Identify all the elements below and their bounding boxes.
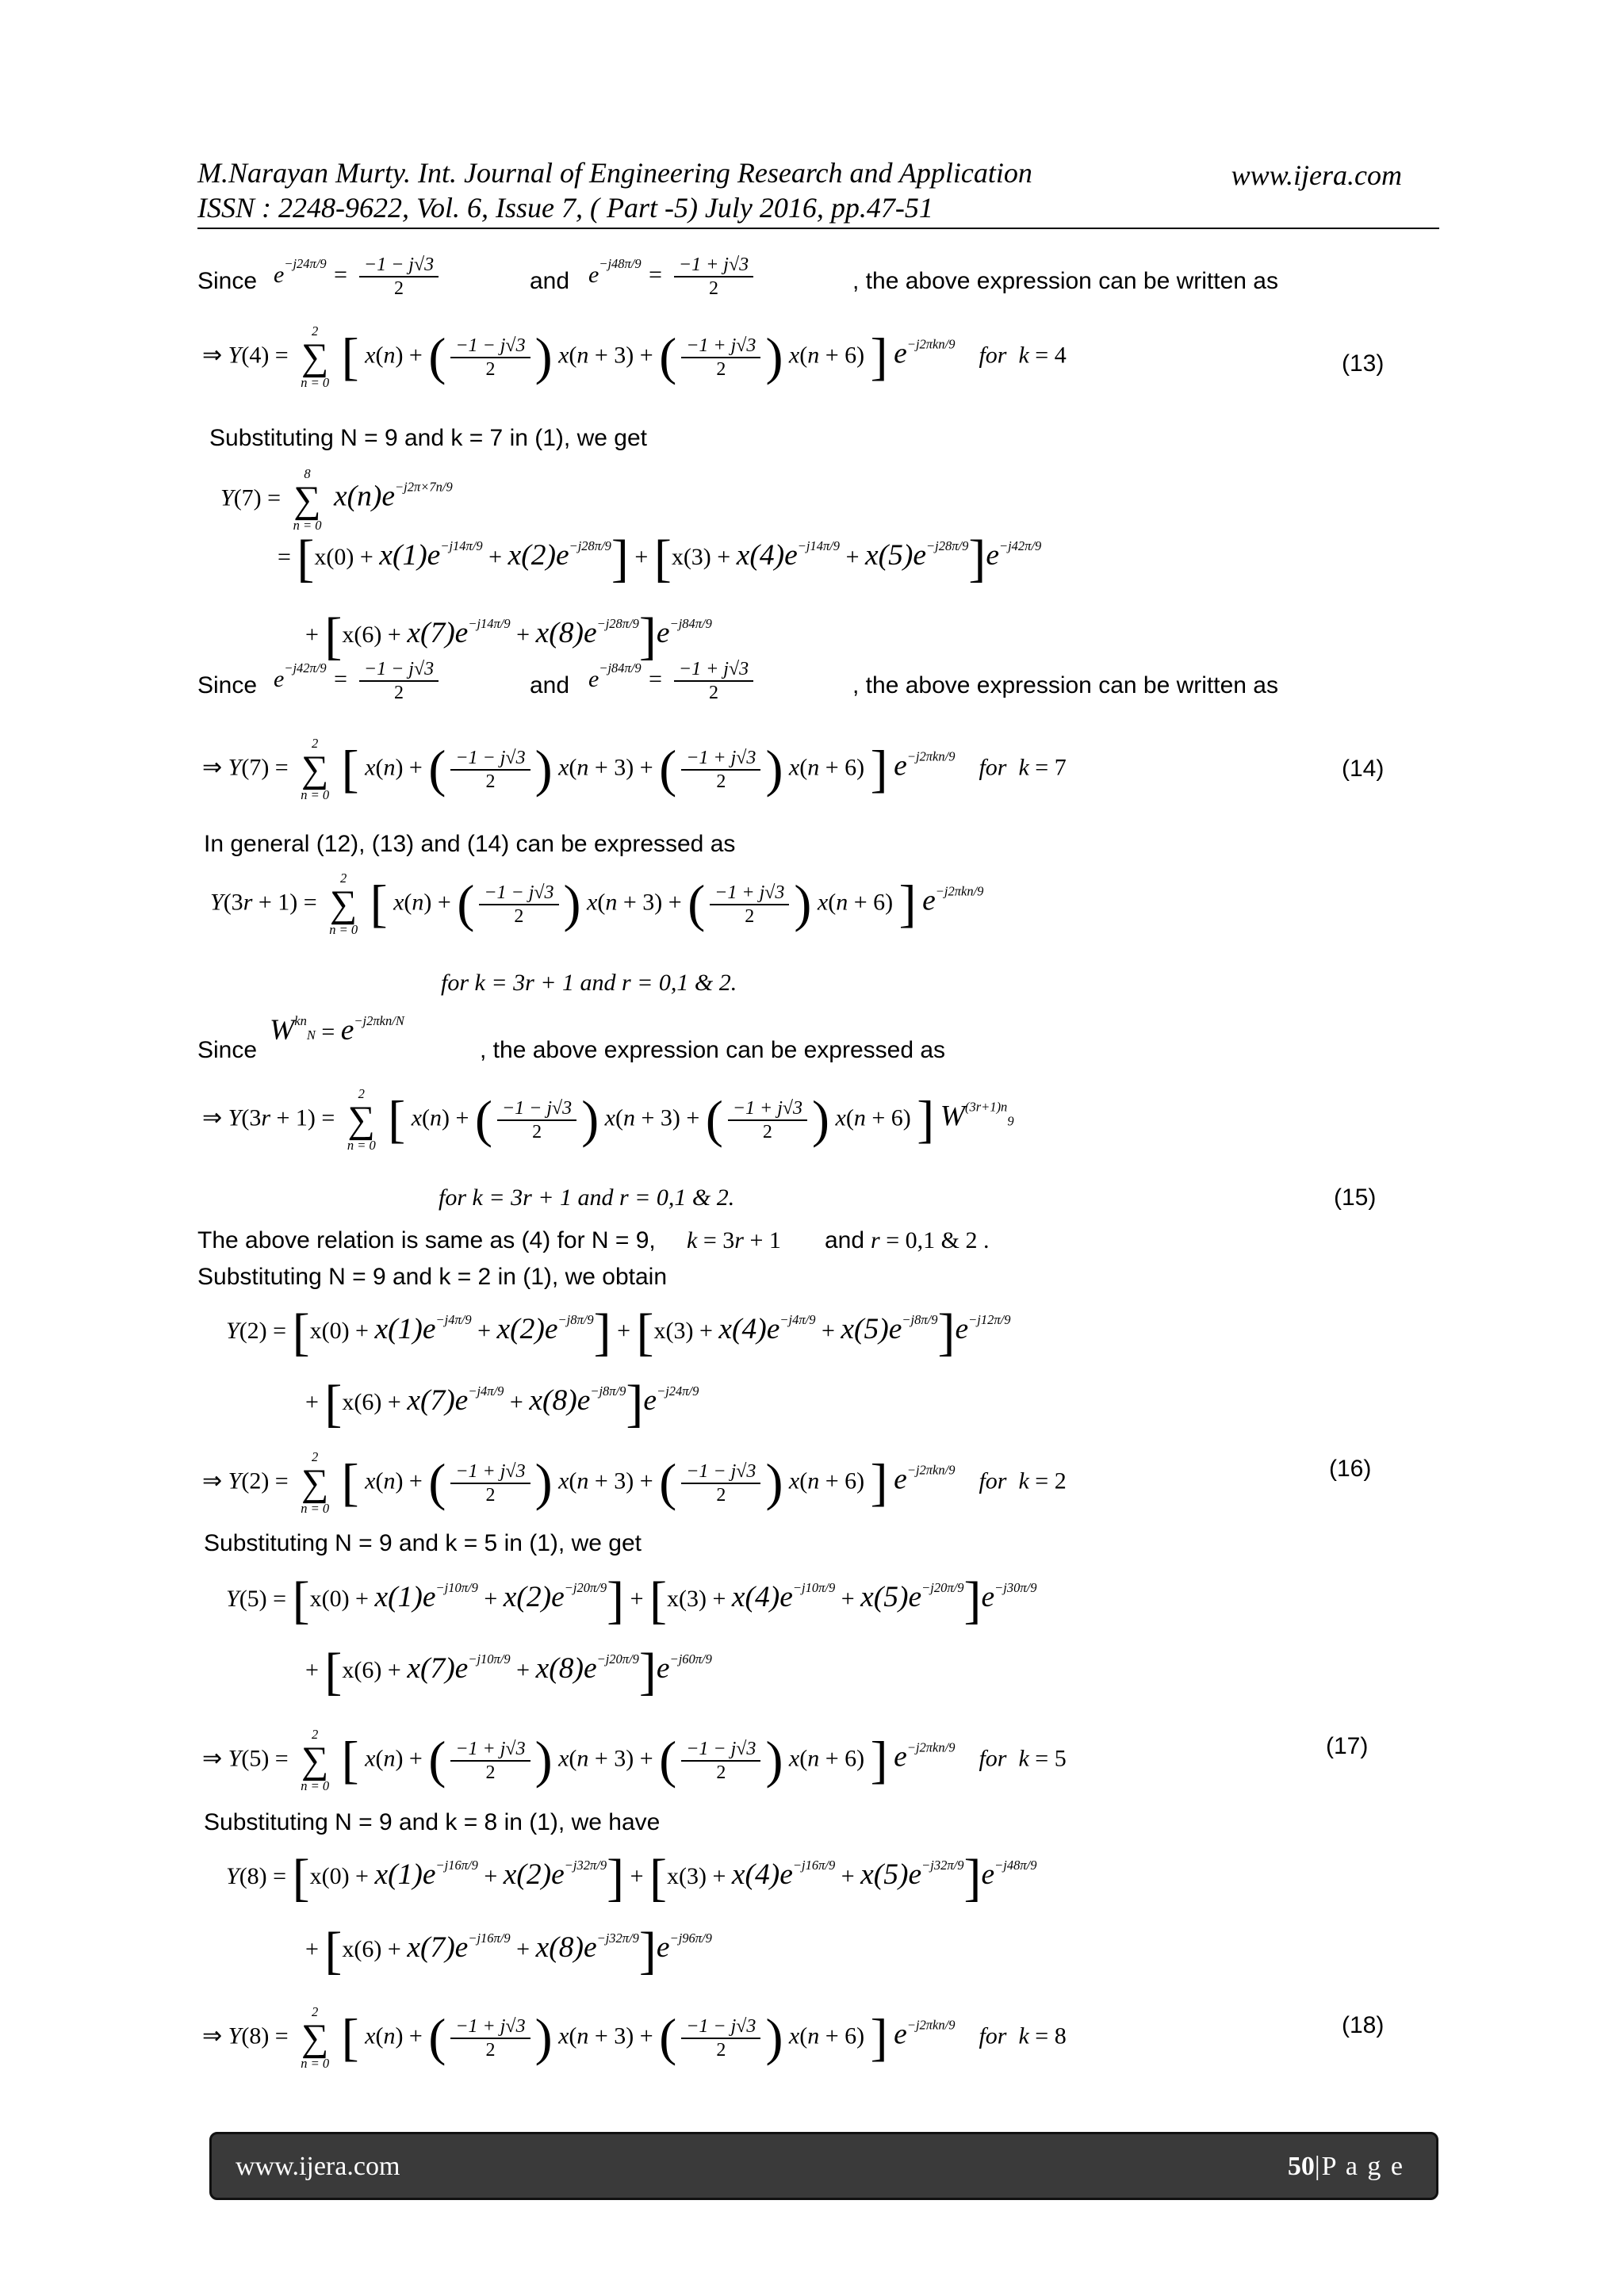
page-number-value: 50	[1287, 2152, 1315, 2181]
identity-e-84: $e^{-j84\pi/9}$ = $\frac{-1 + j√3}{2}$	[588, 660, 758, 702]
y5-expansion-line1: $Y(5) = [x(0) + x(1)e^{-j10\pi/9} + x(2)e^{-j20\pi/9}] + [x(3) + x(4)e^{-j10\pi/9} + x(5)e^{-j20\pi/9}]e^{-j30\pi/9}$	[226, 1571, 1037, 1629]
header-rule	[197, 228, 1439, 229]
since-text-1: Since	[197, 268, 258, 294]
issn-line: ISSN : 2248-9622, Vol. 6, Issue 7, ( Part -5) July 2016, pp.47-51	[197, 192, 933, 224]
and-text-1: and	[530, 268, 570, 294]
eq-number-18: (18)	[1342, 2012, 1385, 2038]
eq-number-15: (15)	[1334, 1184, 1377, 1211]
y2-expansion-line1: $Y(2) = [x(0) + x(1)e^{-j4\pi/9} + x(2)e^{-j8\pi/9}] + [x(3) + x(4)e^{-j4\pi/9} + x(5)e^{-j8\pi/9}]e^{-j12\pi/9}$	[226, 1303, 1011, 1361]
page-label: |P a g e	[1314, 2152, 1404, 2181]
page-footer	[209, 2132, 1438, 2200]
substituting-k8-text: Substituting N = 9 and k = 8 in (1), we have	[204, 1809, 661, 1835]
identity-e-24: $e^{-j24\pi/9}$ = $\frac{-1 - j√3}{2}$	[274, 255, 443, 298]
equation-14: ⇒ Y(7) = 2 ∑ n = 0 [ x(n) + ( $\frac{-1 - j√3}{2}$ ) x(n + 3) + ( $\frac{-1 + j√3}{2}$ ) x(n + 6) ] $e^{-j2\pi kn/9}$ for k = 7	[202, 736, 1067, 802]
written-text-2: , the above expression can be written as	[852, 672, 1278, 698]
since-text-3: Since	[197, 1037, 258, 1063]
same-as-text: The above relation is same as (4) for N = 9,	[197, 1227, 656, 1253]
general-expression: Y(3r + 1) = 2 ∑ n = 0 [ x(n) + ( $\frac{-1 - j√3}{2}$ ) x(n + 3) + ( $\frac{-1 + j√3}{2}$ ) x(n + 6) ] $e^{-j2\pi kn/9}$	[210, 871, 984, 937]
identity-e-42: $e^{-j42\pi/9}$ = $\frac{-1 - j√3}{2}$	[274, 660, 443, 702]
equation-18: ⇒ Y(8) = 2 ∑ n = 0 [ x(n) + ( $\frac{-1 + j√3}{2}$ ) x(n + 3) + ( $\frac{-1 - j√3}{2}$ ) x(n + 6) ] $e^{-j2\pi kn/9}$ for k = 8	[202, 2004, 1067, 2071]
eq-number-17: (17)	[1326, 1733, 1369, 1759]
identity-e-48: $e^{-j48\pi/9}$ = $\frac{-1 + j√3}{2}$	[588, 255, 758, 298]
footer-url[interactable]: www.ijera.com	[236, 2152, 400, 2181]
y2-expansion-line2: + $[x(6) + x(7)e^{-j4\pi/9} + x(8)e^{-j8\pi/9}]e^{-j24\pi/9}$	[305, 1375, 699, 1433]
y8-expansion-line2: + $[x(6) + x(7)e^{-j16\pi/9} + x(8)e^{-j32\pi/9}]e^{-j96\pi/9}$	[305, 1922, 712, 1980]
page-number	[1288, 2152, 1404, 2182]
in-general-text: In general (12), (13) and (14) can be expressed as	[204, 831, 736, 857]
y8-expansion-line1: $Y(8) = [x(0) + x(1)e^{-j16\pi/9} + x(2)e^{-j32\pi/9}] + [x(3) + x(4)e^{-j16\pi/9} + x(5)e^{-j32\pi/9}]e^{-j48\pi/9}$	[226, 1849, 1037, 1907]
journal-url[interactable]: www.ijera.com	[1231, 159, 1402, 191]
y7-expansion-line2: + $[x(6) + x(7)e^{-j14\pi/9} + x(8)e^{-j28\pi/9}]e^{-j84\pi/9}$	[305, 607, 712, 665]
expressed-text-3: , the above expression can be expressed as	[480, 1037, 946, 1063]
equation-13: ⇒ Y(4) = 2 ∑ n = 0 [ x(n) + ( $\frac{-1 - j√3}{2}$ ) x(n + 3) + ( $\frac{-1 + j√3}{2}$ ) x(n + 6) ] $e^{-j2\pi kn/9}$ for k = 4	[202, 323, 1067, 390]
y7-definition: Y(7) = 8 ∑ n = 0 $x(n)e^{-j2\pi\times 7n/9}$	[220, 466, 453, 533]
twiddle-definition: $W^{kn}N = e^{-j2\pi kn/N}$	[270, 1013, 404, 1047]
since-text-2: Since	[197, 672, 258, 698]
eq-number-14: (14)	[1342, 756, 1385, 782]
same-as-and: and	[825, 1227, 865, 1253]
eq-number-13: (13)	[1342, 350, 1385, 377]
written-text-1: , the above expression can be written as	[852, 268, 1278, 294]
general-condition: for k = 3r + 1 and r = 0,1 & 2.	[441, 970, 737, 996]
y7-expansion-line1: = $[x(0) + x(1)e^{-j14\pi/9} + x(2)e^{-j28\pi/9}] + [x(3) + x(4)e^{-j14\pi/9} + x(5)e^{-j28\pi/9}]e^{-j42\pi/9}$	[278, 530, 1042, 587]
substituting-k2-text: Substituting N = 9 and k = 2 in (1), we obtain	[197, 1264, 668, 1290]
and-text-2: and	[530, 672, 570, 698]
equation-17: ⇒ Y(5) = 2 ∑ n = 0 [ x(n) + ( $\frac{-1 + j√3}{2}$ ) x(n + 3) + ( $\frac{-1 - j√3}{2}$ ) x(n + 6) ] $e^{-j2\pi kn/9}$ for k = 5	[202, 1727, 1067, 1793]
eq-number-16: (16)	[1329, 1456, 1372, 1482]
equation-15: ⇒ Y(3r + 1) = 2 ∑ n = 0 [ x(n) + ( $\frac{-1 - j√3}{2}$ ) x(n + 3) + ( $\frac{-1 + j√3}{2}$ ) x(n + 6) ] $W^{(3r+1)n}9$	[202, 1086, 1014, 1153]
condition-15: for k = 3r + 1 and r = 0,1 & 2.	[439, 1184, 735, 1211]
r-range-inline: r = 0,1 & 2 .	[871, 1227, 990, 1253]
substituting-k5-text: Substituting N = 9 and k = 5 in (1), we get	[204, 1530, 642, 1556]
y5-expansion-line2: + $[x(6) + x(7)e^{-j10\pi/9} + x(8)e^{-j20\pi/9}]e^{-j60\pi/9}$	[305, 1643, 712, 1701]
equation-16: ⇒ Y(2) = 2 ∑ n = 0 [ x(n) + ( $\frac{-1 + j√3}{2}$ ) x(n + 3) + ( $\frac{-1 - j√3}{2}$ ) x(n + 6) ] $e^{-j2\pi kn/9}$ for k = 2	[202, 1449, 1067, 1516]
k-3r1-inline: k = 3r + 1	[687, 1227, 781, 1253]
journal-citation: M.Narayan Murty. Int. Journal of Engineering Research and Application	[197, 157, 1032, 189]
substituting-k7-text: Substituting N = 9 and k = 7 in (1), we get	[209, 425, 647, 451]
